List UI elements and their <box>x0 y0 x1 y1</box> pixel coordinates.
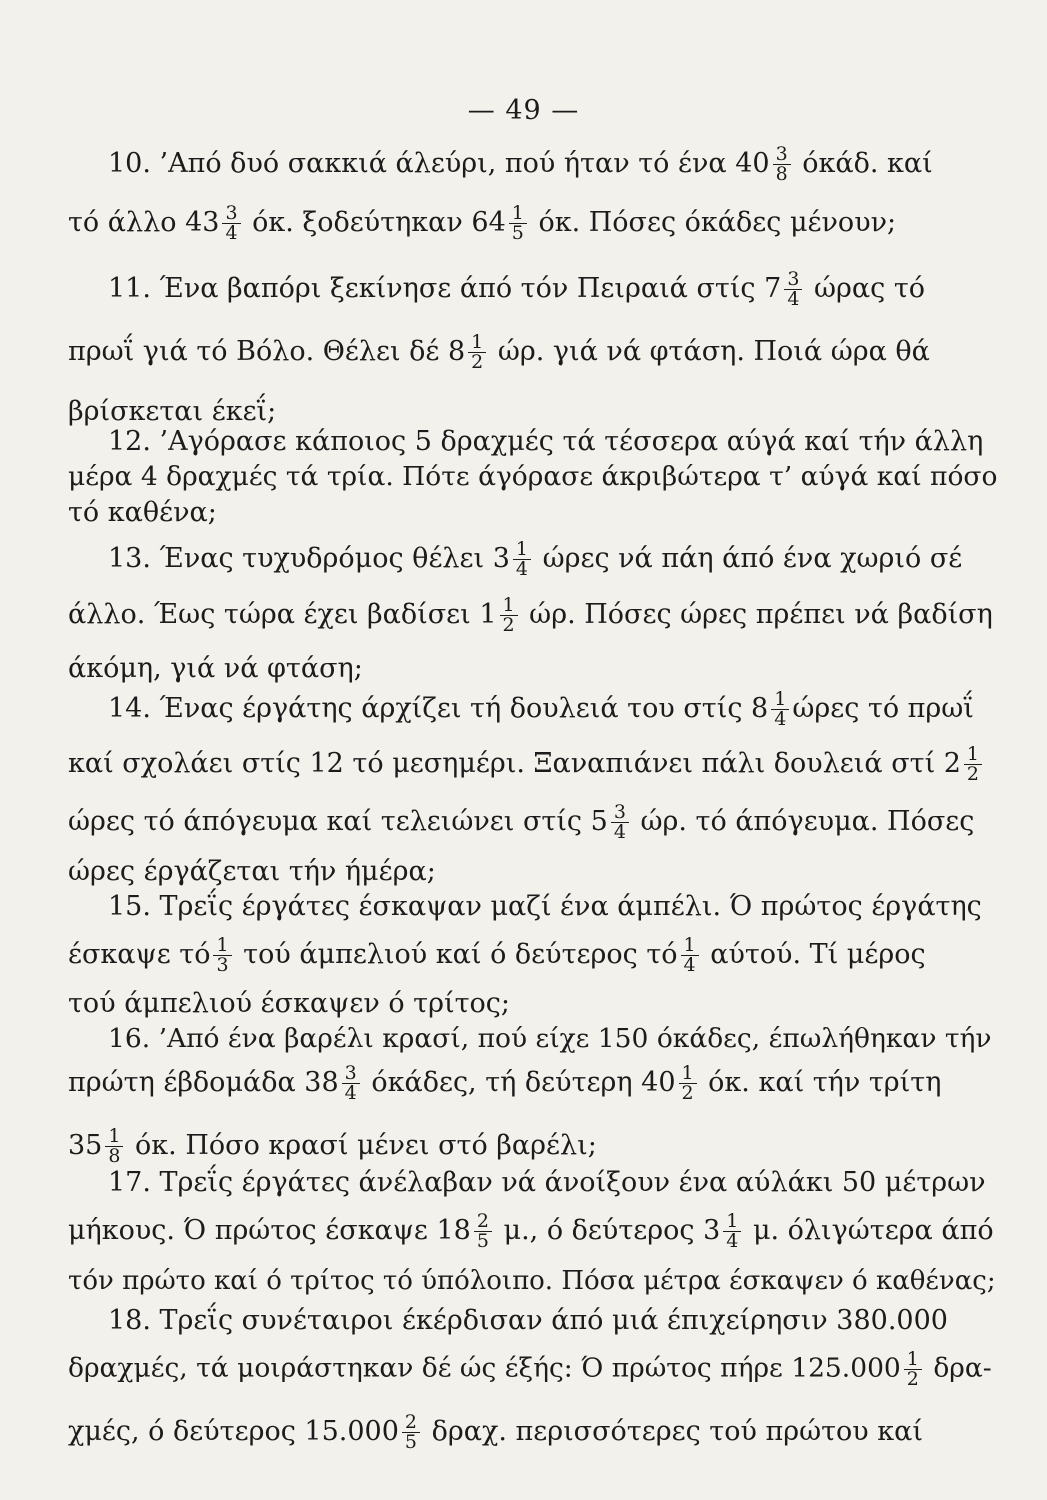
text-segment: ώρ. Πόσες ώρες πρέπει νά βαδίση <box>520 599 993 630</box>
problem-15-line-3: τού άμπελιού έσκαψεν ό τρίτος; <box>68 988 510 1019</box>
page-number: — 49 — <box>467 95 580 126</box>
problem-10-line-2 <box>68 204 896 243</box>
problem-16-line-1: 16. ’Από ένα βαρέλι κρασί, πού είχε 150 όκάδες, έπωλήθηκαν τήν <box>108 1023 992 1054</box>
text-segment: ώρες τό πρωΐ <box>792 693 974 724</box>
problem-14-line-1 <box>108 690 974 729</box>
text-segment: όκ. ξοδεύτηκαν 64 <box>243 207 506 238</box>
fraction-1-2: $\frac{1}{2}$ <box>904 1350 922 1389</box>
problem-14-line-2 <box>68 745 985 784</box>
fraction-2-5: $\frac{2}{5}$ <box>402 1413 420 1452</box>
text-segment: χμές, ό δεύτερος 15.000 <box>68 1416 399 1447</box>
problem-11-line-1 <box>108 270 925 309</box>
problem-13-line-2 <box>68 596 993 635</box>
problem-14-line-4: ώρες έργάζεται τήν ήμέρα; <box>68 856 436 887</box>
problem-14-line-3 <box>68 803 974 842</box>
problem-16-line-2 <box>68 1064 941 1103</box>
text-segment: 35 <box>68 1130 103 1161</box>
problem-12-line-1: 12. ’Αγόρασε κάποιος 5 δραχμές τά τέσσερα αύγά καί τήν άλλη <box>108 426 984 457</box>
fraction-1-3: $\frac{1}{3}$ <box>213 936 231 975</box>
fraction-1-2: $\frac{1}{2}$ <box>964 745 982 784</box>
text-segment: ώρ. τό άπόγευμα. Πόσες <box>631 806 975 837</box>
fraction-1-2: $\frac{1}{2}$ <box>679 1064 697 1103</box>
problem-11-line-3: βρίσκεται έκεΐ; <box>68 396 277 427</box>
text-segment: μήκους. Ό πρώτος έσκαψε 18 <box>68 1215 471 1246</box>
text-segment: 13. Ένας τυχυδρόμος θέλει 3 <box>108 543 510 574</box>
fraction-1-4: $\frac{1}{4}$ <box>513 540 531 579</box>
text-segment: 14. Ένας έργάτης άρχίζει τή δουλειά του στίς 8 <box>108 693 769 724</box>
text-segment: άλλο. Έως τώρα έχει βαδίσει 1 <box>68 599 497 630</box>
text-segment: μ., ό δεύτερος 3 <box>494 1215 721 1246</box>
text-segment: καί σχολάει στίς 12 τό μεσημέρι. Ξαναπιάνει πάλι δουλειά στί 2 <box>68 748 961 779</box>
problem-18-line-1: 18. Τρεΐς συνέταιροι έκέρδισαν άπό μιά έπιχείρησιν 380.000 <box>108 1305 948 1336</box>
fraction-2-5: $\frac{2}{5}$ <box>474 1212 492 1251</box>
fraction-1-2: $\frac{1}{2}$ <box>468 333 486 372</box>
fraction-3-8: $\frac{3}{8}$ <box>773 145 791 184</box>
fraction-3-4: $\frac{3}{4}$ <box>784 270 802 309</box>
problem-10-line-1 <box>108 145 933 184</box>
problem-15-line-1: 15. Τρεΐς έργάτες έσκαψαν μαζί ένα άμπέλι. Ό πρώτος έργάτης <box>108 891 982 922</box>
fraction-3-4: $\frac{3}{4}$ <box>222 204 240 243</box>
text-segment: πρώτη έβδομάδα 38 <box>68 1067 339 1098</box>
problem-17-line-3: τόν πρώτο καί ό τρίτος τό ύπόλοιπο. Πόσα μέτρα έσκαψεν ό καθένας; <box>68 1266 996 1296</box>
problem-11-line-2 <box>68 333 930 372</box>
problem-12-line-3: τό καθένα; <box>68 497 217 528</box>
text-segment: έσκαψε τό <box>68 939 211 970</box>
fraction-1-4: $\frac{1}{4}$ <box>723 1212 741 1251</box>
problem-18-line-3 <box>68 1413 923 1452</box>
text-segment: ώρες νά πάη άπό ένα χωριό σέ <box>533 543 963 574</box>
fraction-1-5: $\frac{1}{5}$ <box>509 204 527 243</box>
text-segment: δρα- <box>924 1352 992 1384</box>
text-segment: ώρας τό <box>805 273 926 304</box>
text-segment: δραχ. περισσότερες τού πρώτου καί <box>423 1416 923 1447</box>
text-segment: όκ. Πόσο κρασί μένει στό βαρέλι; <box>126 1130 597 1161</box>
problem-15-line-2 <box>68 936 926 975</box>
problem-18-line-2 <box>68 1350 992 1389</box>
text-segment: όκ. καί τήν τρίτη <box>699 1067 942 1098</box>
text-segment: όκάδες, τή δεύτερη 40 <box>362 1067 676 1098</box>
text-segment: δραχμές, τά μοιράστηκαν δέ ώς έξής: Ό πρώτος πήρε 125.000 <box>68 1352 901 1384</box>
problem-16-line-3 <box>68 1127 597 1166</box>
text-segment: 11. Ένα βαπόρι ξεκίνησε άπό τόν Πειραιά στίς 7 <box>108 273 782 304</box>
problem-17-line-1: 17. Τρεΐς έργάτες άνέλαβαν νά άνοίξουν ένα αύλάκι 50 μέτρων <box>108 1167 986 1198</box>
problem-13-line-3: άκόμη, γιά νά φτάση; <box>68 653 363 684</box>
text-segment: ώρες τό άπόγευμα καί τελειώνει στίς 5 <box>68 806 608 837</box>
fraction-1-8: $\frac{1}{8}$ <box>105 1127 123 1166</box>
text-segment: αύτού. Τί μέρος <box>701 939 926 970</box>
fraction-3-4: $\frac{3}{4}$ <box>342 1064 360 1103</box>
fraction-1-4: $\frac{1}{4}$ <box>771 690 789 729</box>
fraction-1-4: $\frac{1}{4}$ <box>681 936 699 975</box>
text-segment: όκάδ. καί <box>793 148 933 179</box>
text-segment: μ. όλιγώτερα άπό <box>744 1215 994 1246</box>
text-segment: τό άλλο 43 <box>68 207 220 238</box>
text-segment: 10. ’Από δυό σακκιά άλεύρι, πού ήταν τό ένα 40 <box>108 148 770 179</box>
problem-12-line-2: μέρα 4 δραχμές τά τρία. Πότε άγόρασε άκριβώτερα τ’ αύγά καί πόσο <box>68 461 998 492</box>
problem-13-line-1 <box>108 540 962 579</box>
text-segment: πρωΐ γιά τό Βόλο. Θέλει δέ 8 <box>68 336 466 367</box>
text-segment: ώρ. γιά νά φτάση. Ποιά ώρα θά <box>489 336 930 367</box>
text-segment: όκ. Πόσες όκάδες μένουν; <box>529 207 897 238</box>
fraction-1-2: $\frac{1}{2}$ <box>500 596 518 635</box>
fraction-3-4: $\frac{3}{4}$ <box>611 803 629 842</box>
text-segment: τού άμπελιού καί ό δεύτερος τό <box>234 939 678 970</box>
problem-17-line-2 <box>68 1212 994 1251</box>
